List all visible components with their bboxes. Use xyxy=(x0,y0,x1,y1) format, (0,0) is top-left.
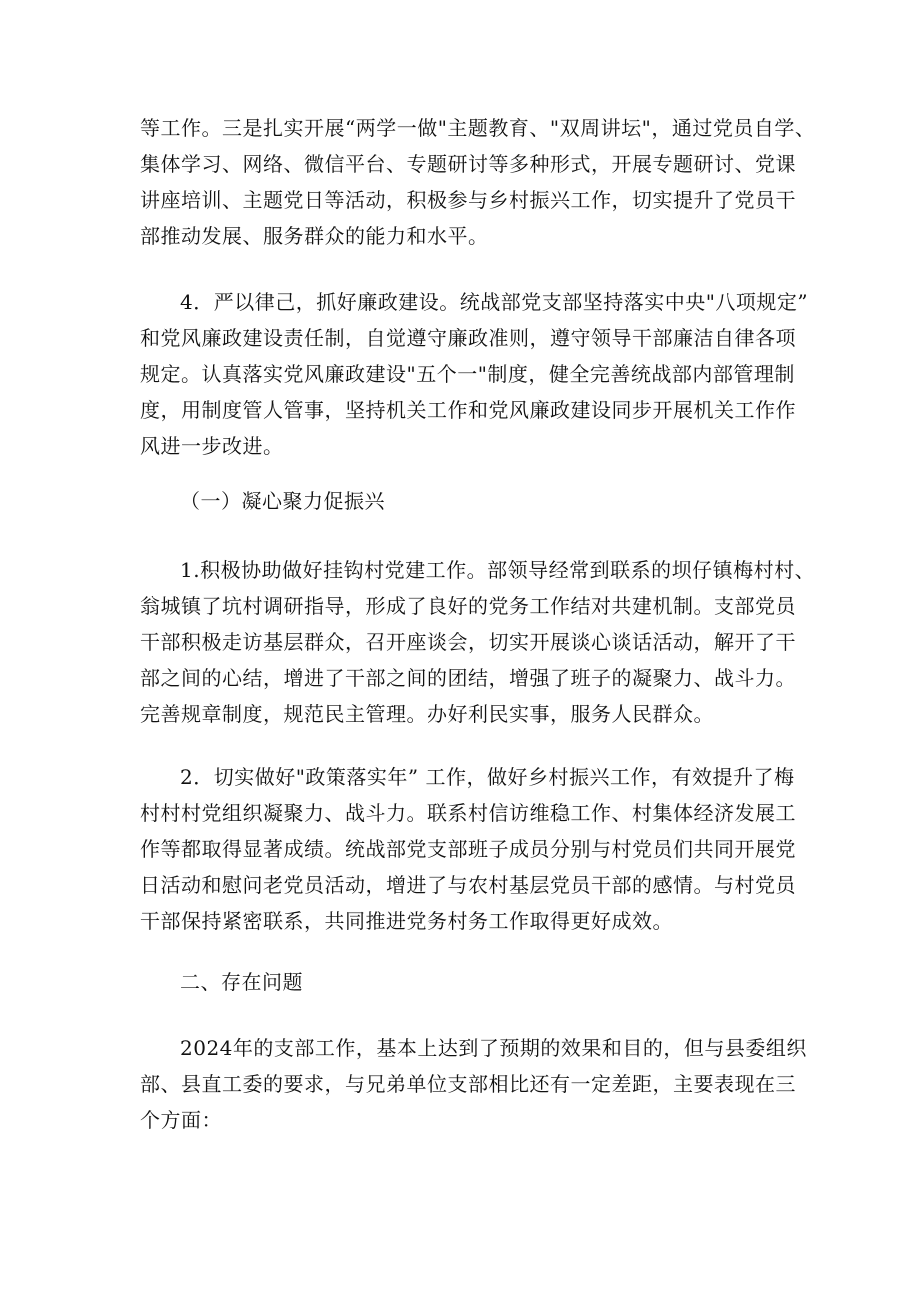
paragraph-1-line-4: 部推动发展、服务群众的能力和水平。 xyxy=(140,224,489,248)
paragraph-2-line-5: 风进一步改进。 xyxy=(140,434,284,458)
paragraph-7-line-3: 个方面： xyxy=(140,1108,222,1132)
paragraph-5-line-5: 干部保持紧密联系，共同推进党务村务工作取得更好成效。 xyxy=(140,909,673,933)
paragraph-5-line-1: 2．切实做好"政策落实年” 工作，做好乡村振兴工作，有效提升了梅 xyxy=(180,765,795,789)
paragraph-1-line-1: 等工作。三是扎实开展“两学一做"主题教育、"双周讲坛"，通过党员自学、 xyxy=(140,116,816,140)
paragraph-4-line-5: 完善规章制度，规范民主管理。办好利民实事，服务人民群众。 xyxy=(140,702,714,726)
paragraph-2-line-4: 度，用制度管人管事，坚持机关工作和党风廉政建设同步开展机关工作作 xyxy=(140,398,796,422)
section-heading-1: （一）凝心聚力促振兴 xyxy=(180,489,385,513)
paragraph-5-line-3: 作等都取得显著成绩。统战部党支部班子成员分别与村党员们共同开展党 xyxy=(140,837,796,861)
paragraph-7-line-2: 部、县直工委的要求，与兄弟单位支部相比还有一定差距，主要表现在三 xyxy=(140,1072,796,1096)
paragraph-5-line-2: 村村村党组织凝聚力、战斗力。联系村信访维稳工作、村集体经济发展工 xyxy=(140,801,796,825)
paragraph-2-line-1: 4．严以律己，抓好廉政建设。统战部党支部坚持落实中央"八项规定” xyxy=(180,290,809,314)
paragraph-4-line-3: 干部积极走访基层群众，召开座谈会，切实开展谈心谈话活动，解开了干 xyxy=(140,630,796,654)
paragraph-4-line-2: 翁城镇了坑村调研指导，形成了良好的党务工作结对共建机制。支部党员 xyxy=(140,594,796,618)
section-heading-2: 二、存在问题 xyxy=(180,970,303,994)
paragraph-4-line-1: 1.积极协助做好挂钩村党建工作。部领导经常到联系的坝仔镇梅村村、 xyxy=(180,558,816,582)
paragraph-1-line-3: 讲座培训、主题党日等活动，积极参与乡村振兴工作，切实提升了党员干 xyxy=(140,188,796,212)
paragraph-2-line-3: 规定。认真落实党风廉政建设"五个一"制度，健全完善统战部内部管理制 xyxy=(140,362,795,386)
paragraph-4-line-4: 部之间的心结，增进了干部之间的团结，增强了班子的凝聚力、战斗力。 xyxy=(140,666,796,690)
paragraph-1-line-2: 集体学习、网络、微信平台、专题研讨等多种形式，开展专题研讨、党课 xyxy=(140,152,796,176)
paragraph-5-line-4: 日活动和慰问老党员活动，增进了与农村基层党员干部的感情。与村党员 xyxy=(140,873,796,897)
paragraph-2-line-2: 和党风廉政建设责任制，自觉遵守廉政准则，遵守领导干部廉洁自律各项 xyxy=(140,326,796,350)
paragraph-7-line-1: 2024年的支部工作，基本上达到了预期的效果和目的，但与县委组织 xyxy=(180,1036,807,1060)
